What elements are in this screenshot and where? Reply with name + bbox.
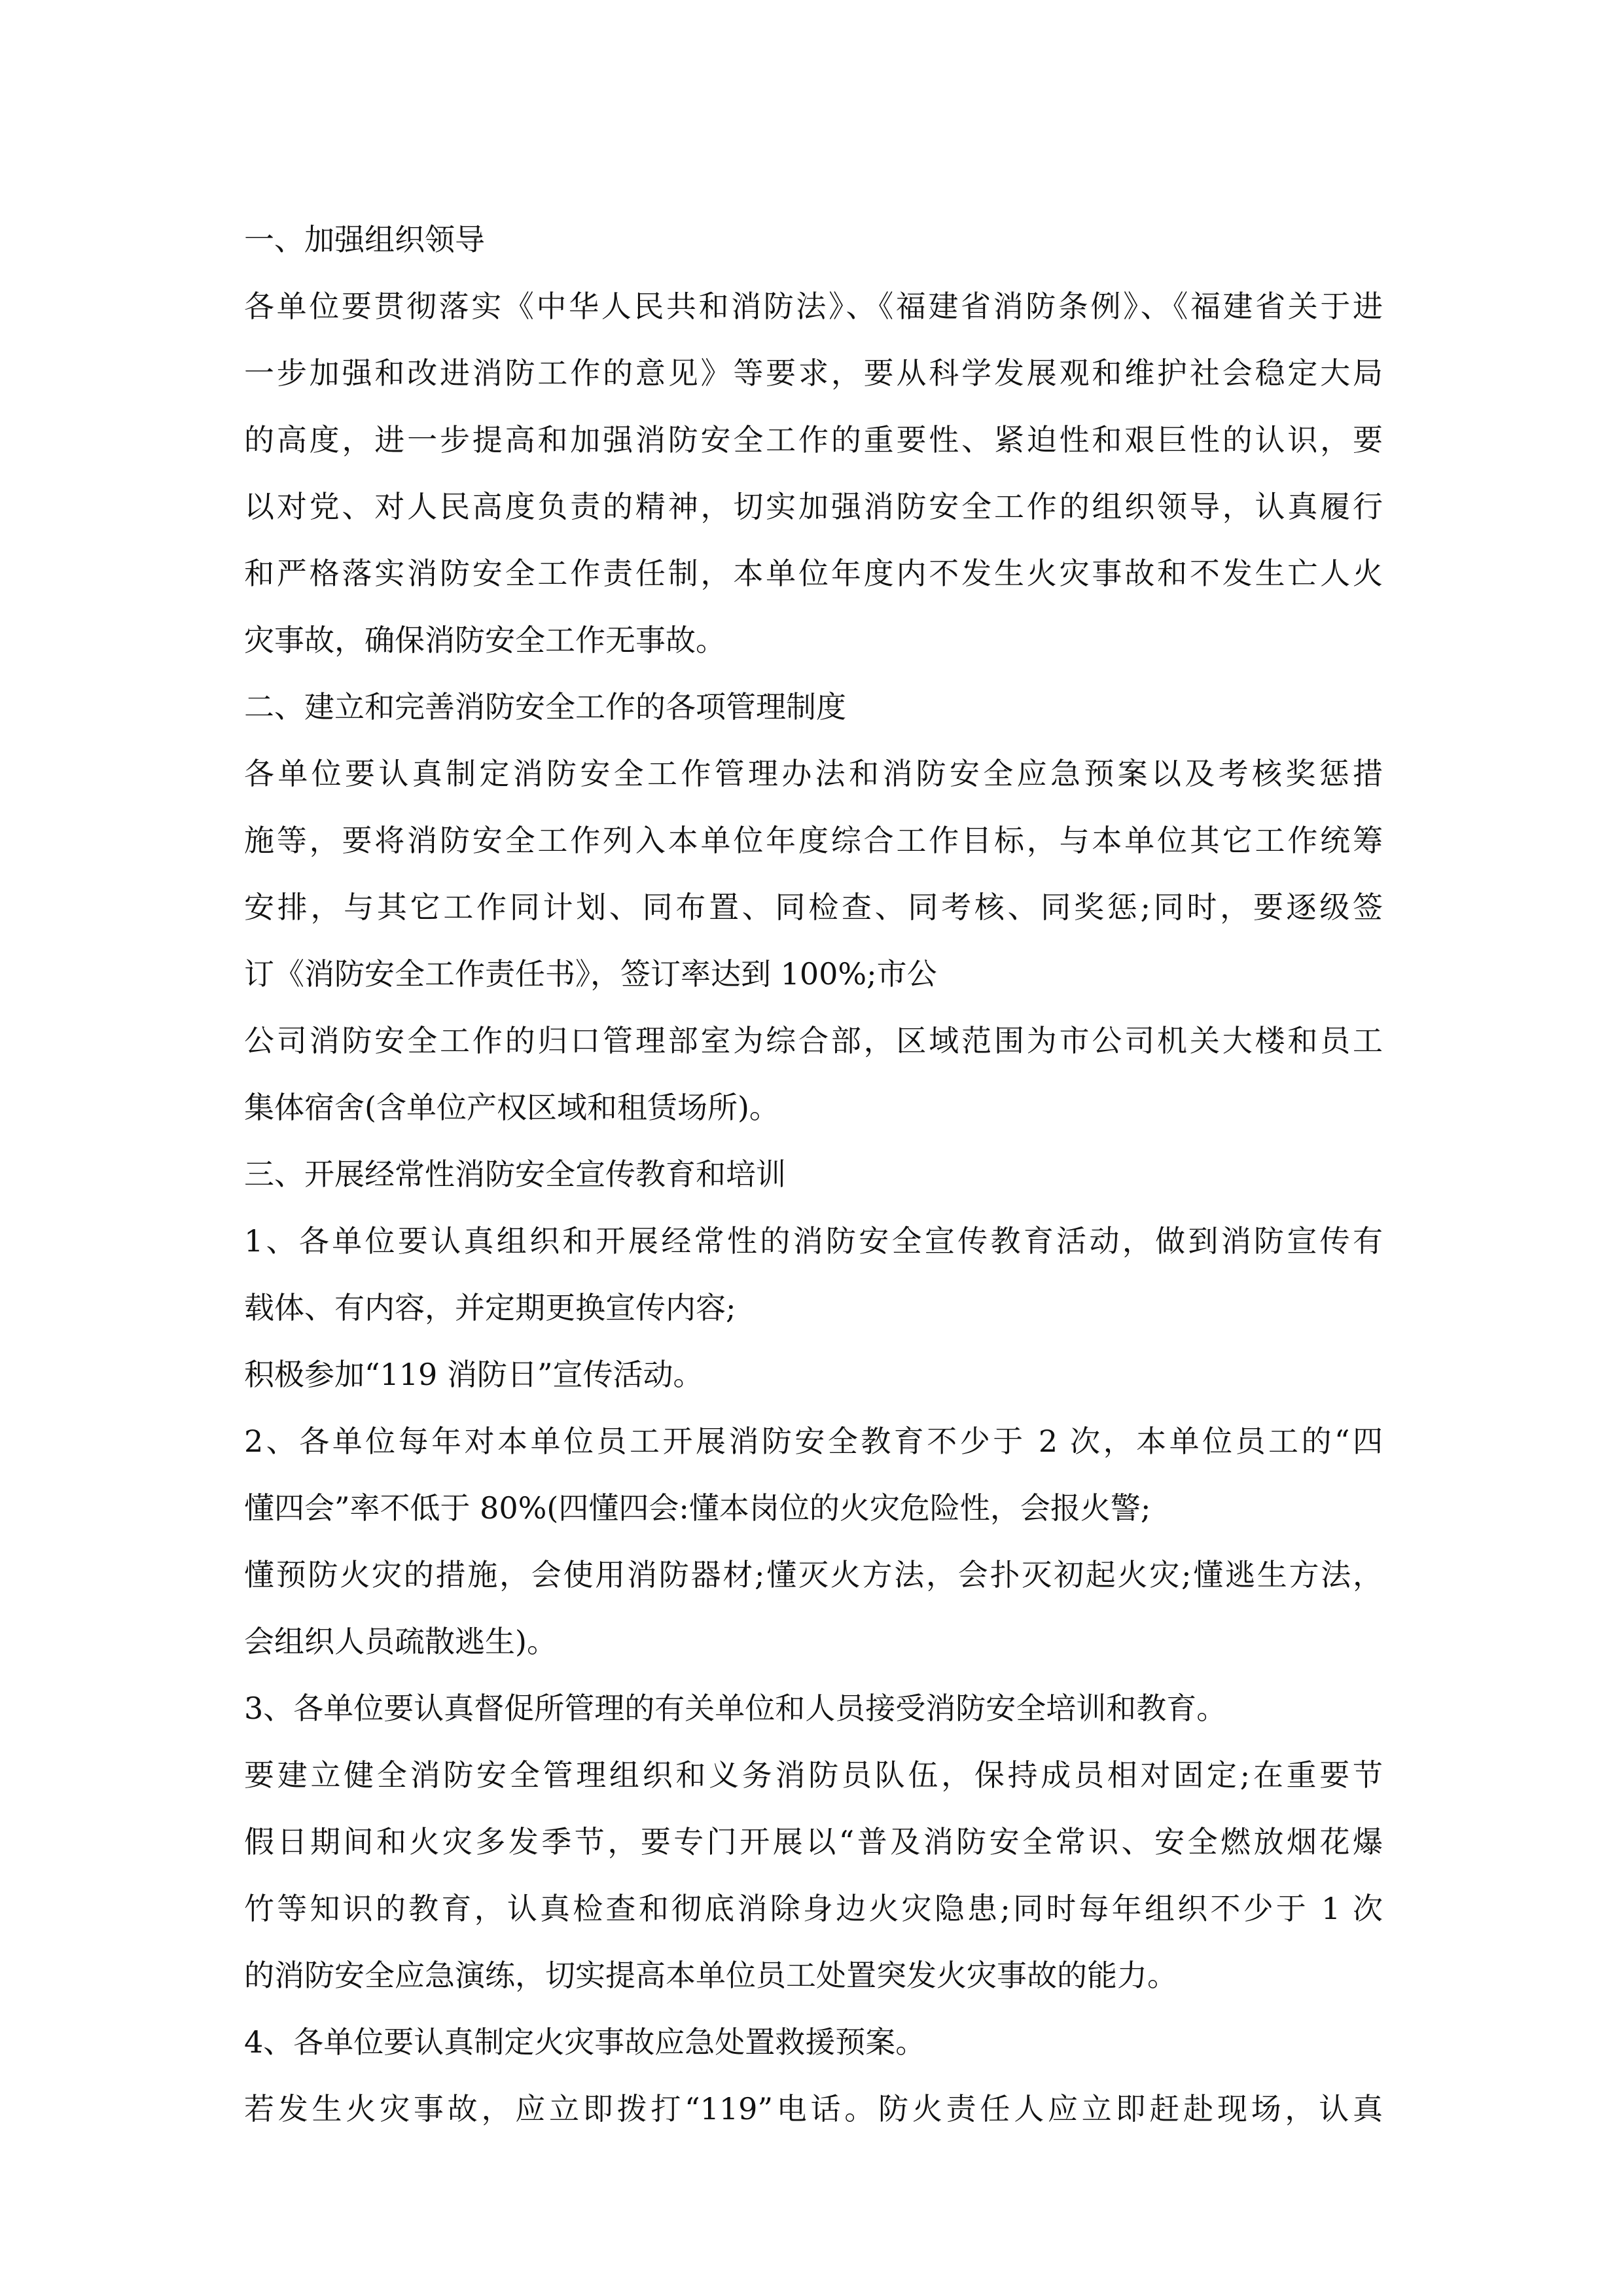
paragraph-line: 假日期间和火灾多发季节，要专门开展以“普及消防安全常识、安全燃放烟花爆: [244, 1824, 1383, 1859]
paragraph-line: 2、各单位每年对本单位员工开展消防安全教育不少于 2 次，本单位员工的“四: [244, 1424, 1383, 1459]
paragraph-line: 施等，要将消防安全工作列入本单位年度综合工作目标，与本单位其它工作统筹: [244, 823, 1383, 858]
paragraph-line: 懂预防火灾的措施，会使用消防器材;懂灭火方法，会扑灭初起火灾;懂逃生方法，: [244, 1557, 1383, 1592]
paragraph-line: 的高度，进一步提高和加强消防安全工作的重要性、紧迫性和艰巨性的认识，要: [244, 422, 1383, 457]
paragraph-line: 安排，与其它工作同计划、同布置、同检查、同考核、同奖惩;同时，要逐级签: [244, 889, 1383, 925]
paragraph-line: 公司消防安全工作的归口管理部室为综合部，区域范围为市公司机关大楼和员工: [244, 1023, 1383, 1058]
paragraph-line: 积极参加“119 消防日”宣传活动。: [244, 1357, 704, 1392]
paragraph-line: 各单位要认真制定消防安全工作管理办法和消防安全应急预案以及考核奖惩措: [244, 756, 1383, 791]
paragraph-line: 订《消防安全工作责任书》，签订率达到 100%;市公: [244, 956, 937, 992]
document-page: [244, 206, 1383, 2142]
paragraph-line: 3、各单位要认真督促所管理的有关单位和人员接受消防安全培训和教育。: [244, 1691, 1227, 1726]
paragraph-line: 以对党、对人民高度负责的精神，切实加强消防安全工作的组织领导，认真履行: [244, 489, 1383, 524]
section-heading-1: 一、加强组织领导: [244, 222, 485, 257]
paragraph-line: 一步加强和改进消防工作的意见》等要求，要从科学发展观和维护社会稳定大局: [244, 355, 1383, 391]
paragraph-line: 竹等知识的教育，认真检查和彻底消除身边火灾隐患;同时每年组织不少于 1 次: [244, 1891, 1383, 1926]
paragraph-line: 1、各单位要认真组织和开展经常性的消防安全宣传教育活动，做到消防宣传有: [244, 1223, 1383, 1259]
section-heading-3: 三、开展经常性消防安全宣传教育和培训: [244, 1157, 786, 1192]
paragraph-line: 会组织人员疏散逃生)。: [244, 1624, 557, 1659]
paragraph-line: 和严格落实消防安全工作责任制，本单位年度内不发生火灾事故和不发生亡人火: [244, 556, 1383, 591]
paragraph-line: 4、各单位要认真制定火灾事故应急处置救援预案。: [244, 2024, 926, 2060]
paragraph-line: 的消防安全应急演练，切实提高本单位员工处置突发火灾事故的能力。: [244, 1958, 1177, 1993]
section-heading-2: 二、建立和完善消防安全工作的各项管理制度: [244, 689, 846, 725]
paragraph-line: 懂四会”率不低于 80%(四懂四会:懂本岗位的火灾危险性，会报火警;: [244, 1490, 1151, 1526]
paragraph-line: 载体、有内容，并定期更换宣传内容;: [244, 1290, 736, 1325]
paragraph-line: 集体宿舍(含单位产权区域和租赁场所)。: [244, 1090, 779, 1125]
paragraph-line: 若发生火灾事故，应立即拨打“119”电话。防火责任人应立即赶赴现场，认真: [244, 2091, 1383, 2126]
paragraph-line: 各单位要贯彻落实《中华人民共和消防法》、《福建省消防条例》、《福建省关于进: [244, 289, 1383, 324]
paragraph-line: 灾事故，确保消防安全工作无事故。: [244, 622, 726, 658]
paragraph-line: 要建立健全消防安全管理组织和义务消防员队伍，保持成员相对固定;在重要节: [244, 1757, 1383, 1793]
